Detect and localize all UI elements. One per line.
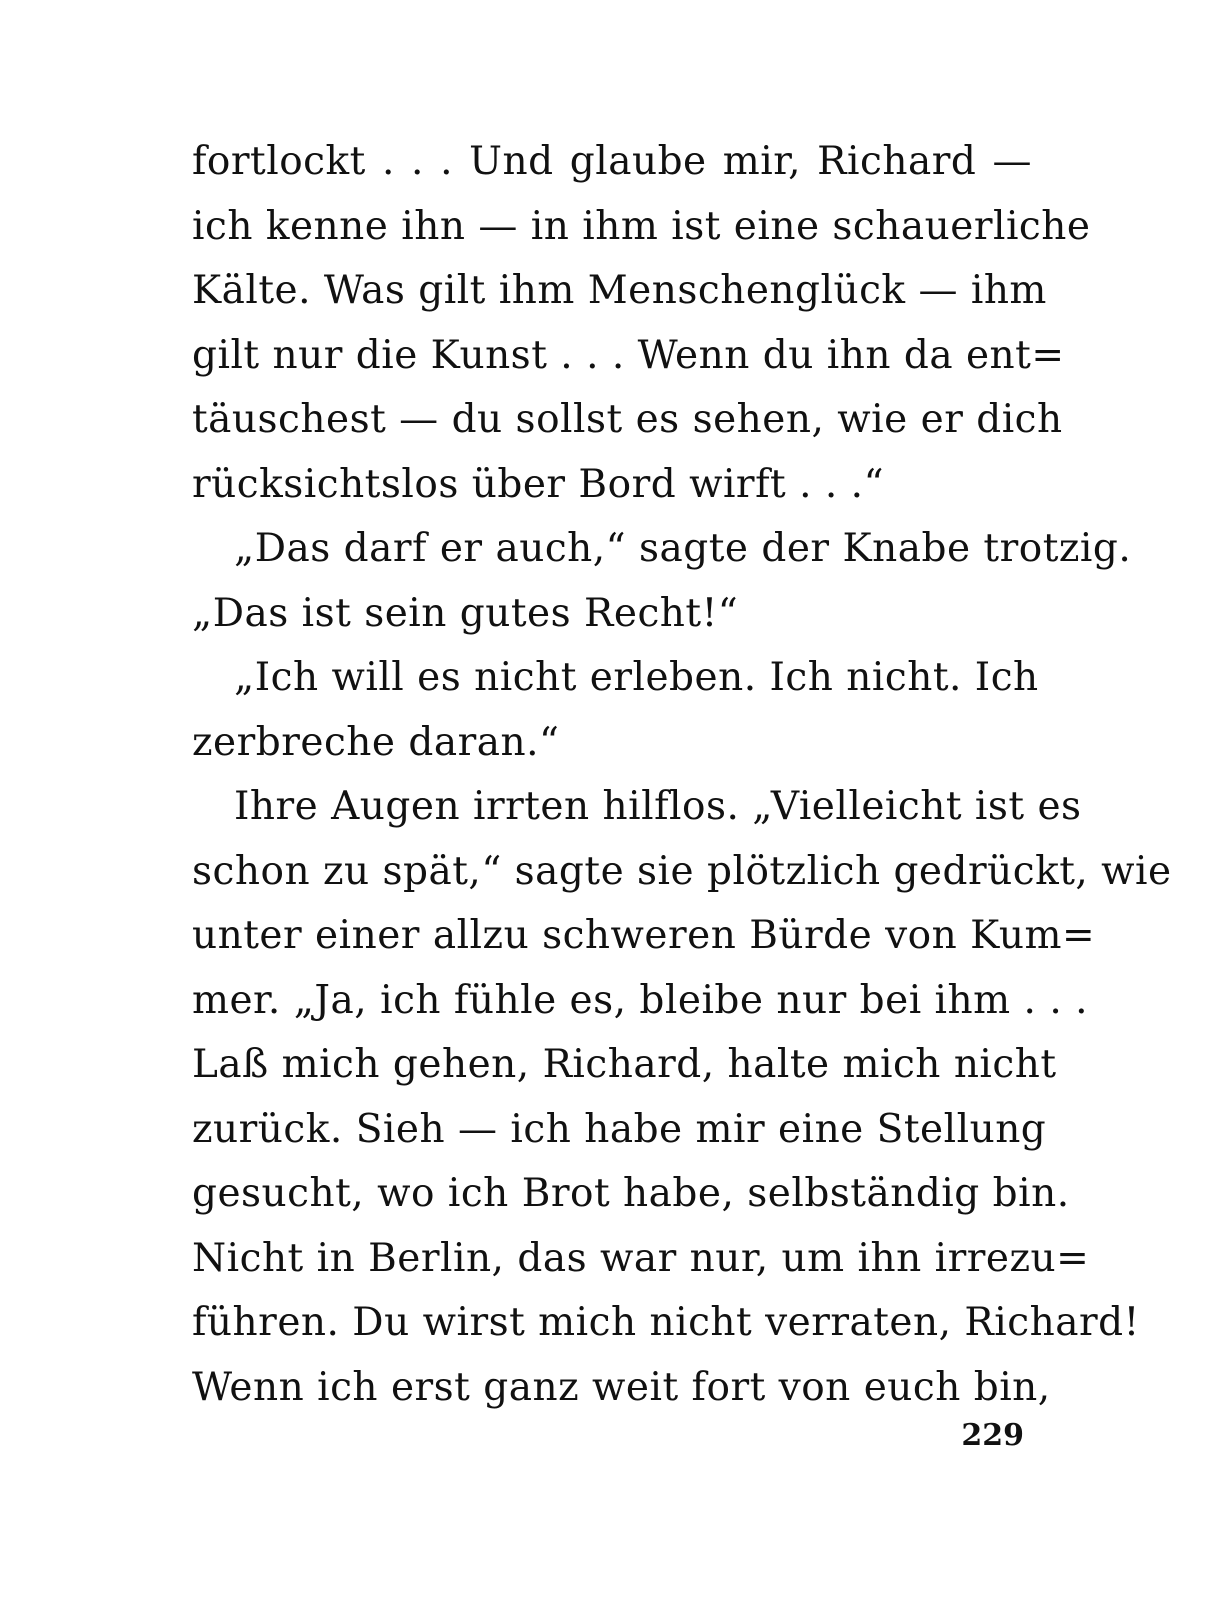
text-line: täuschest — du sollst es sehen, wie er dich: [192, 397, 1063, 442]
text-line: ich kenne ihn — in ihm ist eine schauerliche: [192, 203, 1091, 249]
text-line: rücksichtslos über Bord wirft . . .“: [192, 461, 885, 507]
text-line: führen. Du wirst mich nicht verraten, Richard!: [192, 1300, 1140, 1345]
page-number: 229: [961, 1418, 1024, 1453]
text-line: Wenn ich erst ganz weit fort von euch bin,: [192, 1364, 1051, 1410]
text-line: unter einer allzu schweren Bürde von Kum=: [192, 913, 1096, 958]
text-line: fortlockt . . . Und glaube mir, Richard —: [192, 139, 1032, 184]
text-line: schon zu spät,“ sagte sie plötzlich gedrückt, wie: [192, 848, 1172, 894]
text-line: zurück. Sieh — ich habe mir eine Stellung: [192, 1106, 1047, 1152]
text-line: „Ich will es nicht erleben. Ich nicht. Ich: [234, 655, 1039, 700]
text-line: mer. „Ja, ich fühle es, bleibe nur bei ihm . . .: [192, 977, 1089, 1023]
text-line: „Das darf er auch,“ sagte der Knabe trotzig.: [234, 526, 1132, 571]
text-line: zerbreche daran.“: [192, 719, 560, 765]
text-line: gilt nur die Kunst . . . Wenn du ihn da ent=: [192, 332, 1065, 378]
body-text: [192, 130, 1172, 1420]
text-line: Laß mich gehen, Richard, halte mich nicht: [192, 1042, 1057, 1087]
text-line: gesucht, wo ich Brot habe, selbständig bin.: [192, 1171, 1070, 1216]
text-line: „Das ist sein gutes Recht!“: [192, 590, 739, 636]
text-line: Ihre Augen irrten hilflos. „Vielleicht ist es: [234, 784, 1082, 829]
text-line: Kälte. Was gilt ihm Menschenglück — ihm: [192, 268, 1047, 313]
text-line: Nicht in Berlin, das war nur, um ihn irrezu=: [192, 1235, 1090, 1281]
